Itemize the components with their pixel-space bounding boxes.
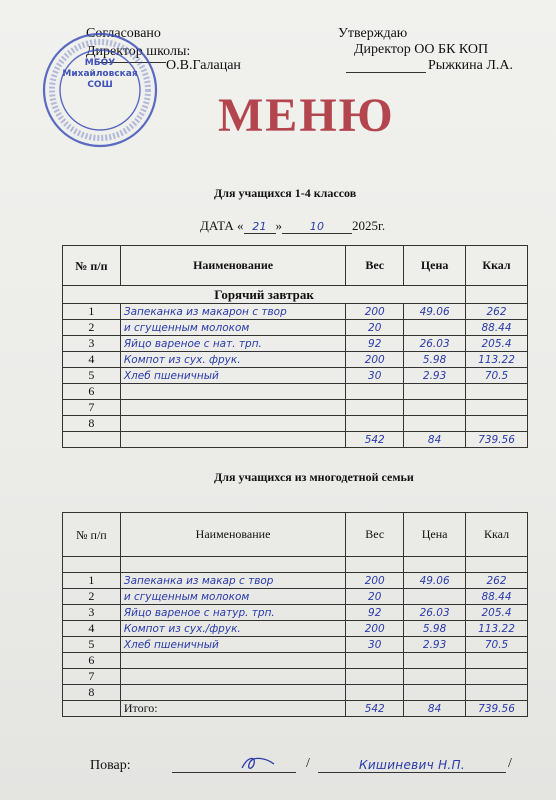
row-number: 2: [63, 320, 121, 336]
signature-mark: [238, 752, 278, 774]
agreed-position: Директор школы:: [86, 44, 191, 59]
table-row: [63, 653, 528, 669]
row-number: 3: [63, 336, 121, 352]
row-kcal: [466, 384, 528, 400]
row-name: [120, 416, 345, 432]
cook-slash-open: /: [306, 756, 310, 771]
date-year: 2025г.: [352, 218, 386, 233]
spacer-cell: [346, 557, 404, 573]
col-number: № п/п: [63, 246, 121, 286]
spacer-cell: [404, 557, 466, 573]
col-name: Наименование: [120, 513, 345, 557]
row-number: 8: [63, 416, 121, 432]
col-number: № п/п: [63, 513, 121, 557]
row-kcal: [466, 416, 528, 432]
row-price: [404, 416, 466, 432]
row-weight: 20: [346, 320, 404, 336]
row-name: Компот из сух./фрук.: [120, 621, 345, 637]
row-number: 2: [63, 589, 121, 605]
row-price: 5.98: [404, 621, 466, 637]
row-kcal: [466, 685, 528, 701]
table-row: [63, 573, 528, 589]
cook-name: Кишиневич Н.П.: [318, 758, 506, 773]
row-weight: 200: [346, 352, 404, 368]
table2-header-row: [63, 513, 528, 557]
row-price: 5.98: [404, 352, 466, 368]
col-price: Цена: [404, 246, 466, 286]
approved-signature-line: [346, 72, 426, 73]
date-month: 10: [282, 220, 352, 234]
table1-subheader-row: [63, 286, 528, 304]
row-weight: [346, 669, 404, 685]
total-label: [120, 432, 345, 448]
table-row: [63, 336, 528, 352]
row-price: 2.93: [404, 368, 466, 384]
row-name: [120, 653, 345, 669]
row-weight: 200: [346, 304, 404, 320]
row-kcal: [466, 653, 528, 669]
spacer-cell: [63, 557, 121, 573]
row-kcal: 262: [466, 304, 528, 320]
col-name: Наименование: [120, 246, 345, 286]
table-row: [63, 605, 528, 621]
row-weight: 30: [346, 368, 404, 384]
row-price: 49.06: [404, 573, 466, 589]
total-kcal: 739.56: [466, 432, 528, 448]
stamp-text: [40, 58, 160, 91]
row-price: 49.06: [404, 304, 466, 320]
col-kcal: Ккал: [466, 513, 528, 557]
row-name: и сгущенным молоком: [120, 589, 345, 605]
row-kcal: 88.44: [466, 320, 528, 336]
row-name: [120, 384, 345, 400]
table-row: [63, 637, 528, 653]
row-price: 26.03: [404, 605, 466, 621]
row-name: Яйцо вареное с натур. трп.: [120, 605, 345, 621]
page-title: МЕНЮ: [218, 89, 395, 142]
date-label: ДАТА «: [200, 218, 244, 233]
table-row: [63, 669, 528, 685]
table-row: [63, 416, 528, 432]
row-kcal: [466, 400, 528, 416]
table2-total-row: [63, 701, 528, 717]
row-number: 4: [63, 352, 121, 368]
row-number: 5: [63, 637, 121, 653]
section2-heading: Для учащихся из многодетной семьи: [214, 470, 414, 484]
row-number: 7: [63, 669, 121, 685]
col-kcal: Ккал: [466, 246, 528, 286]
row-price: [404, 685, 466, 701]
approved-label: Утверждаю: [338, 26, 408, 41]
row-price: [404, 669, 466, 685]
row-weight: 200: [346, 621, 404, 637]
col-weight: Вес: [346, 513, 404, 557]
row-number: 1: [63, 573, 121, 589]
total-label: Итого:: [120, 701, 345, 717]
row-weight: [346, 400, 404, 416]
row-number: 3: [63, 605, 121, 621]
row-weight: [346, 384, 404, 400]
row-price: [404, 320, 466, 336]
total-empty: [63, 701, 121, 717]
table-row: [63, 304, 528, 320]
row-price: 2.93: [404, 637, 466, 653]
row-price: [404, 653, 466, 669]
total-price: 84: [404, 701, 466, 717]
table-row: [63, 384, 528, 400]
row-number: 6: [63, 653, 121, 669]
agreed-label: Согласовано: [86, 26, 161, 41]
row-number: 6: [63, 384, 121, 400]
menu-table-2: [62, 512, 528, 717]
stamp-line-2: Михайловская: [62, 69, 138, 79]
cook-slash-close: /: [508, 756, 512, 771]
menu-table-1: [62, 245, 528, 448]
col-price: Цена: [404, 513, 466, 557]
row-kcal: 205.4: [466, 605, 528, 621]
table1-header-row: [63, 246, 528, 286]
col-weight: Вес: [346, 246, 404, 286]
row-weight: [346, 416, 404, 432]
spacer-cell: [120, 557, 345, 573]
subheader: Горячий завтрак: [63, 286, 466, 304]
table2-body: [63, 573, 528, 701]
cook-label: Повар:: [90, 758, 131, 773]
spacer-cell: [466, 557, 528, 573]
row-kcal: 262: [466, 573, 528, 589]
row-price: 26.03: [404, 336, 466, 352]
row-kcal: 88.44: [466, 589, 528, 605]
table-row: [63, 352, 528, 368]
row-price: [404, 400, 466, 416]
row-kcal: 113.22: [466, 621, 528, 637]
approved-name: Рыжкина Л.А.: [428, 58, 513, 73]
table-row: [63, 400, 528, 416]
row-weight: 200: [346, 573, 404, 589]
date-sep: »: [275, 218, 283, 233]
row-number: 1: [63, 304, 121, 320]
total-weight: 542: [346, 432, 404, 448]
row-kcal: 205.4: [466, 336, 528, 352]
row-number: 8: [63, 685, 121, 701]
row-number: 7: [63, 400, 121, 416]
subheader-empty-cell: [466, 286, 528, 304]
row-name: [120, 685, 345, 701]
row-weight: 92: [346, 605, 404, 621]
row-name: Хлеб пшеничный: [120, 637, 345, 653]
table-row: [63, 589, 528, 605]
table1-body: [63, 304, 528, 432]
date-line: [200, 218, 385, 234]
row-name: Хлеб пшеничный: [120, 368, 345, 384]
row-kcal: 113.22: [466, 352, 528, 368]
total-empty: [63, 432, 121, 448]
section1-heading: Для учащихся 1-4 классов: [214, 186, 357, 200]
total-weight: 542: [346, 701, 404, 717]
table-row: [63, 320, 528, 336]
approved-position: Директор ОО БК КОП: [354, 42, 489, 57]
row-kcal: [466, 669, 528, 685]
stamp-line-1: МБОУ: [84, 58, 116, 68]
table1-total-row: [63, 432, 528, 448]
stamp-line-3: СОШ: [87, 80, 113, 90]
row-name: Запеканка из макарон с твор: [120, 304, 345, 320]
row-name: Компот из сух. фрук.: [120, 352, 345, 368]
row-kcal: 70.5: [466, 368, 528, 384]
row-weight: 92: [346, 336, 404, 352]
row-name: [120, 669, 345, 685]
table-row: [63, 368, 528, 384]
row-weight: [346, 653, 404, 669]
row-name: Яйцо вареное с нат. трп.: [120, 336, 345, 352]
row-price: [404, 384, 466, 400]
total-kcal: 739.56: [466, 701, 528, 717]
row-weight: 20: [346, 589, 404, 605]
row-name: Запеканка из макар с твор: [120, 573, 345, 589]
row-kcal: 70.5: [466, 637, 528, 653]
row-number: 5: [63, 368, 121, 384]
date-day: 21: [244, 220, 276, 234]
row-weight: [346, 685, 404, 701]
row-price: [404, 589, 466, 605]
row-weight: 30: [346, 637, 404, 653]
total-price: 84: [404, 432, 466, 448]
table-row: [63, 621, 528, 637]
row-name: [120, 400, 345, 416]
agreed-name: О.В.Галацан: [166, 58, 241, 73]
table2-spacer-row: [63, 557, 528, 573]
table-row: [63, 685, 528, 701]
row-name: и сгущенным молоком: [120, 320, 345, 336]
row-number: 4: [63, 621, 121, 637]
